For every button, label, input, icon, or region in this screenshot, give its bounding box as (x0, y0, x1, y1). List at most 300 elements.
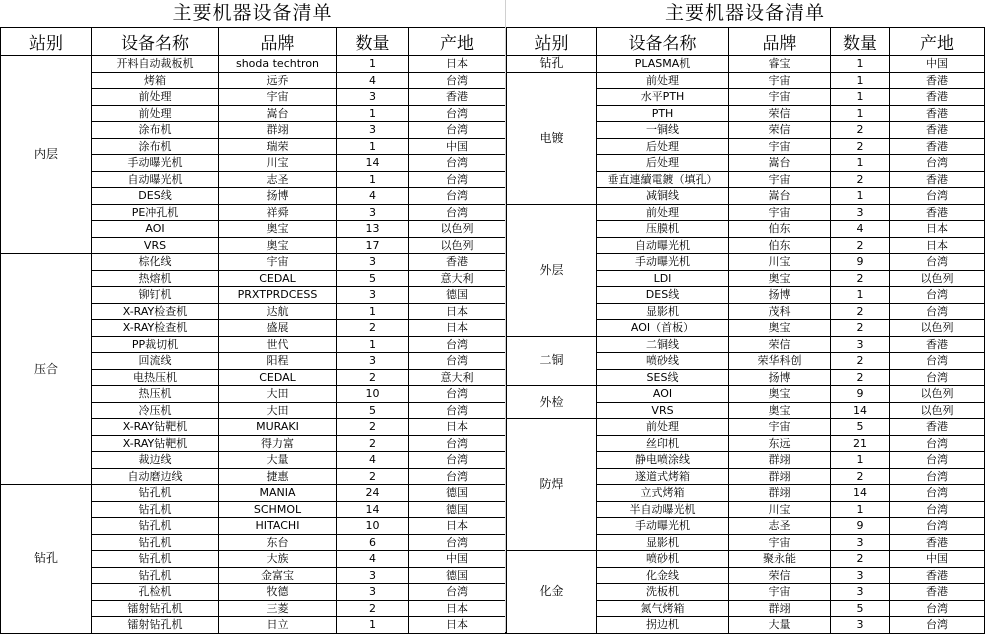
equipment-name-cell: 手动曝光机 (597, 254, 729, 271)
header-equipment-name: 设备名称 (597, 28, 729, 56)
origin-cell: 中国 (890, 56, 985, 73)
equipment-name-cell: 前处理 (92, 89, 219, 106)
origin-cell: 香港 (890, 204, 985, 221)
quantity-cell: 24 (337, 485, 409, 502)
station-cell: 钻孔 (507, 56, 597, 73)
equipment-name-cell: 棕化线 (92, 254, 219, 271)
origin-cell: 台湾 (409, 105, 506, 122)
brand-cell: 奥宝 (219, 221, 337, 238)
quantity-cell: 2 (831, 303, 890, 320)
equipment-name-cell: PTH (597, 105, 729, 122)
quantity-cell: 14 (337, 501, 409, 518)
quantity-cell: 4 (831, 221, 890, 238)
origin-cell: 德国 (409, 567, 506, 584)
equipment-name-cell: 自动曝光机 (92, 171, 219, 188)
origin-cell: 香港 (890, 419, 985, 436)
brand-cell: CEDAL (219, 270, 337, 287)
origin-cell: 台湾 (890, 188, 985, 205)
header-brand: 品牌 (219, 28, 337, 56)
origin-cell: 香港 (890, 72, 985, 89)
quantity-cell: 3 (831, 534, 890, 551)
left-title: 主要机器设备清单 (172, 2, 333, 24)
quantity-cell: 4 (337, 551, 409, 568)
brand-cell: 荣信 (729, 122, 831, 139)
equipment-name-cell: PP裁切机 (92, 336, 219, 353)
quantity-cell: 1 (337, 336, 409, 353)
origin-cell: 台湾 (890, 287, 985, 304)
quantity-cell: 1 (831, 72, 890, 89)
origin-cell: 日本 (409, 419, 506, 436)
quantity-cell: 2 (831, 468, 890, 485)
equipment-name-cell: 减铜线 (597, 188, 729, 205)
quantity-cell: 3 (337, 567, 409, 584)
quantity-cell: 1 (831, 155, 890, 172)
quantity-cell: 10 (337, 518, 409, 535)
origin-cell: 中国 (890, 551, 985, 568)
equipment-name-cell: 前处理 (92, 105, 219, 122)
equipment-name-cell: 手动曝光机 (597, 518, 729, 535)
quantity-cell: 2 (337, 468, 409, 485)
origin-cell: 以色列 (409, 221, 506, 238)
brand-cell: 瑞荣 (219, 138, 337, 155)
equipment-name-cell: 手动曝光机 (92, 155, 219, 172)
quantity-cell: 3 (831, 567, 890, 584)
right-table-body (507, 56, 985, 634)
origin-cell: 台湾 (409, 353, 506, 370)
table-row (507, 336, 985, 353)
quantity-cell: 1 (831, 501, 890, 518)
brand-cell: 奥宝 (729, 320, 831, 337)
origin-cell: 日本 (409, 600, 506, 617)
origin-cell: 香港 (890, 105, 985, 122)
equipment-name-cell: 前处理 (597, 419, 729, 436)
equipment-name-cell: AOI (92, 221, 219, 238)
brand-cell: 日立 (219, 617, 337, 634)
brand-cell: 奥宝 (219, 237, 337, 254)
brand-cell: 茂科 (729, 303, 831, 320)
table-row (507, 419, 985, 436)
quantity-cell: 5 (831, 600, 890, 617)
brand-cell: 川宝 (219, 155, 337, 172)
brand-cell: 奥宝 (729, 402, 831, 419)
origin-cell: 德国 (409, 485, 506, 502)
header-quantity: 数量 (337, 28, 409, 56)
origin-cell: 台湾 (890, 155, 985, 172)
equipment-name-cell: 烤箱 (92, 72, 219, 89)
table-row (507, 551, 985, 568)
equipment-name-cell: X-RAY检查机 (92, 320, 219, 337)
origin-cell: 德国 (409, 287, 506, 304)
brand-cell: 川宝 (729, 254, 831, 271)
origin-cell: 台湾 (890, 617, 985, 634)
brand-cell: 荣信 (729, 105, 831, 122)
origin-cell: 香港 (890, 534, 985, 551)
header-quantity: 数量 (831, 28, 890, 56)
brand-cell: 睿宝 (729, 56, 831, 73)
brand-cell: 聚永能 (729, 551, 831, 568)
equipment-name-cell: 孔检机 (92, 584, 219, 601)
brand-cell: 嵩台 (729, 188, 831, 205)
table-row (1, 485, 506, 502)
origin-cell: 香港 (409, 89, 506, 106)
quantity-cell: 4 (337, 188, 409, 205)
origin-cell: 台湾 (890, 501, 985, 518)
header-origin: 产地 (890, 28, 985, 56)
brand-cell: 捷惠 (219, 468, 337, 485)
origin-cell: 日本 (409, 303, 506, 320)
quantity-cell: 3 (831, 617, 890, 634)
brand-cell: PRXTPRDCESS (219, 287, 337, 304)
brand-cell: 奥宝 (729, 270, 831, 287)
equipment-name-cell: 后处理 (597, 138, 729, 155)
origin-cell: 香港 (890, 122, 985, 139)
equipment-name-cell: 前处理 (597, 204, 729, 221)
quantity-cell: 2 (337, 600, 409, 617)
equipment-name-cell: 钻孔机 (92, 534, 219, 551)
quantity-cell: 2 (337, 419, 409, 436)
station-cell: 电镀 (507, 72, 597, 204)
origin-cell: 台湾 (890, 353, 985, 370)
origin-cell: 台湾 (409, 584, 506, 601)
station-cell: 钻孔 (1, 485, 92, 634)
origin-cell: 台湾 (409, 72, 506, 89)
brand-cell: 宇宙 (219, 254, 337, 271)
quantity-cell: 14 (337, 155, 409, 172)
equipment-name-cell: 一铜线 (597, 122, 729, 139)
origin-cell: 台湾 (409, 171, 506, 188)
brand-cell: 荣信 (729, 336, 831, 353)
brand-cell: SCHMOL (219, 501, 337, 518)
quantity-cell: 3 (337, 353, 409, 370)
origin-cell: 中国 (409, 138, 506, 155)
quantity-cell: 3 (337, 122, 409, 139)
equipment-name-cell: 静电喷涂线 (597, 452, 729, 469)
station-cell: 压合 (1, 254, 92, 485)
brand-cell: 宇宙 (729, 419, 831, 436)
equipment-name-cell: 镭射钻孔机 (92, 617, 219, 634)
equipment-name-cell: SES线 (597, 369, 729, 386)
origin-cell: 台湾 (890, 254, 985, 271)
brand-cell: 达航 (219, 303, 337, 320)
origin-cell: 台湾 (890, 600, 985, 617)
brand-cell: 群翊 (729, 600, 831, 617)
origin-cell: 中国 (409, 551, 506, 568)
header-origin: 产地 (409, 28, 506, 56)
origin-cell: 以色列 (890, 270, 985, 287)
header-brand: 品牌 (729, 28, 831, 56)
origin-cell: 以色列 (409, 237, 506, 254)
equipment-name-cell: 电热压机 (92, 369, 219, 386)
brand-cell: 宇宙 (729, 72, 831, 89)
equipment-name-cell: DES线 (597, 287, 729, 304)
right-title: 主要机器设备清单 (664, 2, 825, 24)
equipment-name-cell: AOI（首板） (597, 320, 729, 337)
quantity-cell: 5 (337, 402, 409, 419)
brand-cell: 祥舜 (219, 204, 337, 221)
equipment-name-cell: X-RAY检查机 (92, 303, 219, 320)
quantity-cell: 1 (831, 105, 890, 122)
left-header-row (1, 28, 506, 56)
quantity-cell: 6 (337, 534, 409, 551)
station-cell: 二铜 (507, 336, 597, 386)
left-equipment-table (0, 27, 506, 634)
origin-cell: 以色列 (890, 386, 985, 403)
quantity-cell: 21 (831, 435, 890, 452)
brand-cell: 宇宙 (729, 534, 831, 551)
quantity-cell: 1 (831, 89, 890, 106)
equipment-name-cell: 钻孔机 (92, 551, 219, 568)
equipment-name-cell: X-RAY钻靶机 (92, 435, 219, 452)
station-cell: 外检 (507, 386, 597, 419)
brand-cell: HITACHI (219, 518, 337, 535)
brand-cell: MANIA (219, 485, 337, 502)
brand-cell: 得力富 (219, 435, 337, 452)
brand-cell: 志圣 (729, 518, 831, 535)
equipment-name-cell: 氮气烤箱 (597, 600, 729, 617)
brand-cell: 金富宝 (219, 567, 337, 584)
quantity-cell: 1 (337, 105, 409, 122)
equipment-name-cell: 钻孔机 (92, 501, 219, 518)
equipment-name-cell: 开料自动裁板机 (92, 56, 219, 73)
brand-cell: 东台 (219, 534, 337, 551)
origin-cell: 以色列 (890, 320, 985, 337)
brand-cell: 阳程 (219, 353, 337, 370)
quantity-cell: 10 (337, 386, 409, 403)
quantity-cell: 14 (831, 402, 890, 419)
origin-cell: 台湾 (409, 435, 506, 452)
station-cell: 防焊 (507, 419, 597, 551)
equipment-name-cell: 回流线 (92, 353, 219, 370)
origin-cell: 德国 (409, 501, 506, 518)
equipment-name-cell: VRS (92, 237, 219, 254)
brand-cell: 群翊 (729, 452, 831, 469)
brand-cell: 三菱 (219, 600, 337, 617)
quantity-cell: 3 (337, 584, 409, 601)
origin-cell: 台湾 (890, 468, 985, 485)
equipment-name-cell: PLASMA机 (597, 56, 729, 73)
table-row (507, 386, 985, 403)
origin-cell: 台湾 (409, 386, 506, 403)
equipment-name-cell: 二铜线 (597, 336, 729, 353)
equipment-name-cell: 后处理 (597, 155, 729, 172)
quantity-cell: 3 (831, 336, 890, 353)
quantity-cell: 2 (831, 138, 890, 155)
brand-cell: shoda techtron (219, 56, 337, 73)
equipment-name-cell: 前处理 (597, 72, 729, 89)
equipment-name-cell: 铆钉机 (92, 287, 219, 304)
origin-cell: 香港 (890, 584, 985, 601)
quantity-cell: 1 (337, 617, 409, 634)
equipment-name-cell: AOI (597, 386, 729, 403)
brand-cell: 群翊 (729, 485, 831, 502)
equipment-name-cell: 丝印机 (597, 435, 729, 452)
quantity-cell: 3 (337, 287, 409, 304)
equipment-name-cell: 化金线 (597, 567, 729, 584)
quantity-cell: 3 (337, 204, 409, 221)
origin-cell: 台湾 (890, 435, 985, 452)
quantity-cell: 9 (831, 386, 890, 403)
brand-cell: 大量 (219, 452, 337, 469)
origin-cell: 台湾 (890, 369, 985, 386)
equipment-name-cell: 拐边机 (597, 617, 729, 634)
quantity-cell: 2 (831, 369, 890, 386)
origin-cell: 台湾 (890, 303, 985, 320)
brand-cell: 宇宙 (729, 138, 831, 155)
equipment-name-cell: 钻孔机 (92, 567, 219, 584)
header-station: 站别 (507, 28, 597, 56)
brand-cell: 宇宙 (219, 89, 337, 106)
quantity-cell: 1 (337, 138, 409, 155)
station-cell: 外层 (507, 204, 597, 336)
quantity-cell: 1 (831, 287, 890, 304)
station-cell: 内层 (1, 56, 92, 254)
quantity-cell: 2 (831, 270, 890, 287)
quantity-cell: 5 (337, 270, 409, 287)
quantity-cell: 9 (831, 518, 890, 535)
brand-cell: 扬博 (729, 287, 831, 304)
brand-cell: MURAKI (219, 419, 337, 436)
brand-cell: 宇宙 (729, 584, 831, 601)
equipment-name-cell: 镭射钻孔机 (92, 600, 219, 617)
quantity-cell: 2 (337, 435, 409, 452)
origin-cell: 日本 (890, 237, 985, 254)
origin-cell: 台湾 (409, 155, 506, 172)
brand-cell: 盛展 (219, 320, 337, 337)
quantity-cell: 1 (337, 303, 409, 320)
quantity-cell: 5 (831, 419, 890, 436)
brand-cell: 嵩台 (729, 155, 831, 172)
brand-cell: 荣华科创 (729, 353, 831, 370)
brand-cell: CEDAL (219, 369, 337, 386)
equipment-name-cell: PE冲孔机 (92, 204, 219, 221)
origin-cell: 台湾 (409, 336, 506, 353)
right-header-row (507, 28, 985, 56)
equipment-name-cell: 显影机 (597, 534, 729, 551)
quantity-cell: 1 (831, 56, 890, 73)
brand-cell: 群翊 (729, 468, 831, 485)
equipment-name-cell: 涂布机 (92, 122, 219, 139)
quantity-cell: 3 (831, 584, 890, 601)
quantity-cell: 2 (831, 122, 890, 139)
quantity-cell: 3 (337, 89, 409, 106)
brand-cell: 川宝 (729, 501, 831, 518)
quantity-cell: 14 (831, 485, 890, 502)
brand-cell: 牧德 (219, 584, 337, 601)
equipment-name-cell: 水平PTH (597, 89, 729, 106)
origin-cell: 日本 (409, 617, 506, 634)
quantity-cell: 9 (831, 254, 890, 271)
brand-cell: 大田 (219, 402, 337, 419)
equipment-name-cell: VRS (597, 402, 729, 419)
equipment-name-cell: 压膜机 (597, 221, 729, 238)
origin-cell: 台湾 (890, 452, 985, 469)
origin-cell: 香港 (890, 567, 985, 584)
origin-cell: 香港 (409, 254, 506, 271)
origin-cell: 以色列 (890, 402, 985, 419)
equipment-name-cell: 自动曝光机 (597, 237, 729, 254)
brand-cell: 大田 (219, 386, 337, 403)
brand-cell: 群翊 (219, 122, 337, 139)
right-equipment-table (506, 27, 985, 634)
quantity-cell: 2 (831, 171, 890, 188)
right-panel (506, 0, 984, 634)
origin-cell: 台湾 (409, 204, 506, 221)
origin-cell: 台湾 (890, 518, 985, 535)
equipment-name-cell: 裁边线 (92, 452, 219, 469)
quantity-cell: 2 (831, 551, 890, 568)
brand-cell: 扬博 (729, 369, 831, 386)
equipment-name-cell: 显影机 (597, 303, 729, 320)
station-cell: 化金 (507, 551, 597, 634)
equipment-name-cell: 遂道式烤箱 (597, 468, 729, 485)
equipment-name-cell: 涂布机 (92, 138, 219, 155)
origin-cell: 日本 (409, 320, 506, 337)
origin-cell: 香港 (890, 171, 985, 188)
header-equipment-name: 设备名称 (92, 28, 219, 56)
brand-cell: 东远 (729, 435, 831, 452)
table-row (1, 254, 506, 271)
equipment-name-cell: 立式烤箱 (597, 485, 729, 502)
brand-cell: 奥宝 (729, 386, 831, 403)
origin-cell: 意大利 (409, 369, 506, 386)
left-table-body (1, 56, 506, 634)
table-row (507, 72, 985, 89)
equipment-name-cell: 喷砂机 (597, 551, 729, 568)
origin-cell: 意大利 (409, 270, 506, 287)
origin-cell: 日本 (890, 221, 985, 238)
brand-cell: 伯东 (729, 221, 831, 238)
origin-cell: 台湾 (409, 188, 506, 205)
quantity-cell: 2 (831, 237, 890, 254)
origin-cell: 台湾 (409, 122, 506, 139)
quantity-cell: 13 (337, 221, 409, 238)
equipment-name-cell: 冷压机 (92, 402, 219, 419)
equipment-name-cell: 半自动曝光机 (597, 501, 729, 518)
quantity-cell: 2 (337, 369, 409, 386)
brand-cell: 远乔 (219, 72, 337, 89)
quantity-cell: 4 (337, 452, 409, 469)
equipment-name-cell: 热熔机 (92, 270, 219, 287)
origin-cell: 台湾 (409, 402, 506, 419)
equipment-name-cell: 钻孔机 (92, 485, 219, 502)
table-row (1, 56, 506, 73)
equipment-name-cell: 垂直連續電鍍（填孔） (597, 171, 729, 188)
origin-cell: 台湾 (409, 452, 506, 469)
origin-cell: 日本 (409, 56, 506, 73)
brand-cell: 嵩台 (219, 105, 337, 122)
origin-cell: 台湾 (409, 534, 506, 551)
brand-cell: 扬博 (219, 188, 337, 205)
equipment-name-cell: DES线 (92, 188, 219, 205)
table-row (507, 204, 985, 221)
equipment-name-cell: 洗板机 (597, 584, 729, 601)
quantity-cell: 2 (831, 353, 890, 370)
brand-cell: 伯东 (729, 237, 831, 254)
origin-cell: 香港 (890, 138, 985, 155)
quantity-cell: 17 (337, 237, 409, 254)
table-row (507, 56, 985, 73)
quantity-cell: 1 (831, 188, 890, 205)
quantity-cell: 1 (337, 56, 409, 73)
brand-cell: 志圣 (219, 171, 337, 188)
origin-cell: 香港 (890, 89, 985, 106)
equipment-name-cell: 自动磨边线 (92, 468, 219, 485)
brand-cell: 世代 (219, 336, 337, 353)
origin-cell: 日本 (409, 518, 506, 535)
brand-cell: 大族 (219, 551, 337, 568)
origin-cell: 香港 (890, 336, 985, 353)
quantity-cell: 1 (831, 452, 890, 469)
